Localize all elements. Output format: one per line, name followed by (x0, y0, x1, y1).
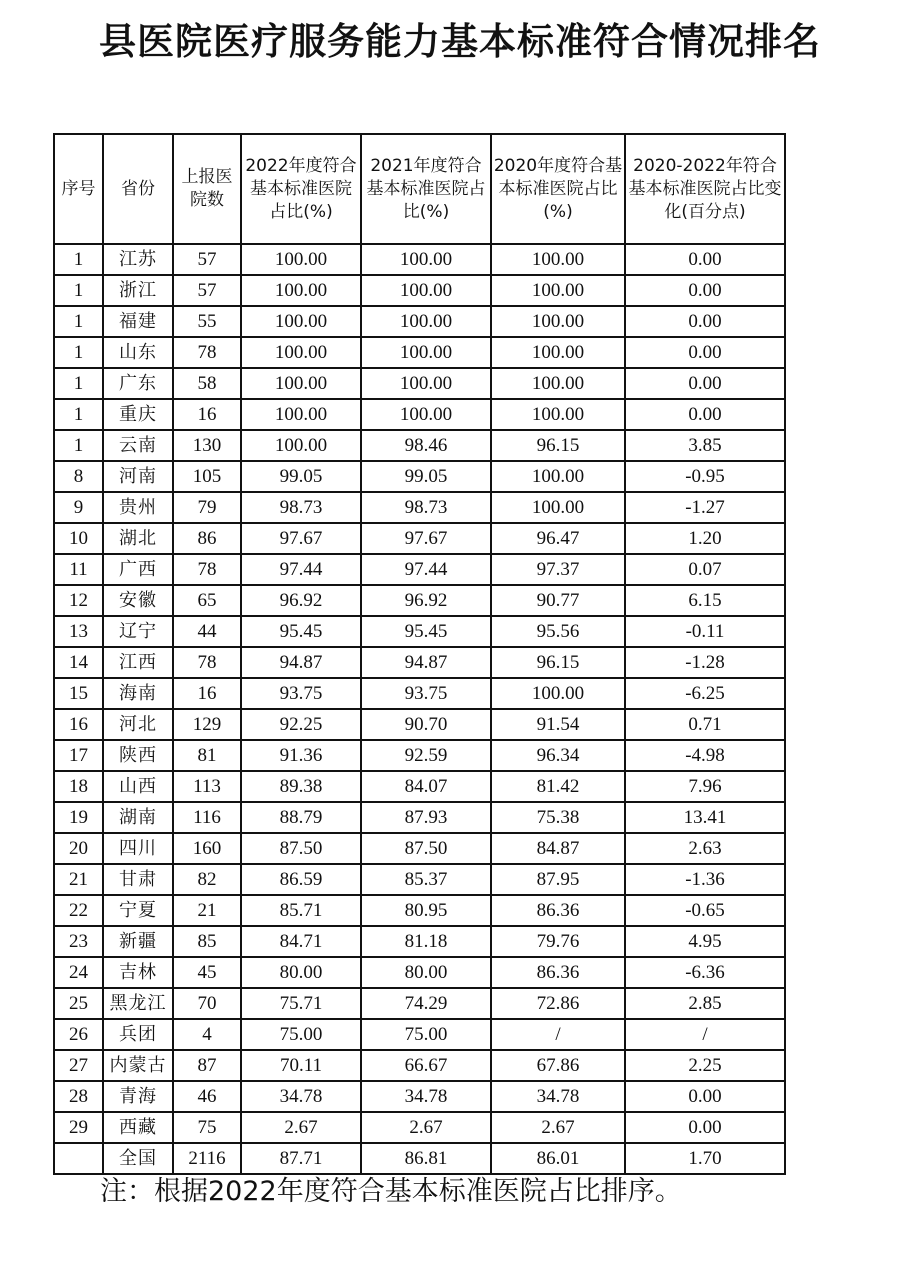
change-cell: 2.63 (625, 833, 785, 864)
table-row (54, 275, 785, 306)
province-cell: 湖南 (103, 802, 173, 833)
ratio-2020-cell: 96.34 (491, 740, 625, 771)
reported-count-cell: 45 (173, 957, 241, 988)
ratio-2020-cell: 90.77 (491, 585, 625, 616)
ratio-2022-cell: 97.44 (241, 554, 361, 585)
table-row (54, 709, 785, 740)
ratio-2021-cell: 87.93 (361, 802, 491, 833)
ratio-2020-cell: 75.38 (491, 802, 625, 833)
rank-cell: 1 (54, 275, 103, 306)
ratio-2022-cell: 2.67 (241, 1112, 361, 1143)
ratio-2021-cell: 96.92 (361, 585, 491, 616)
ratio-2021-cell: 97.67 (361, 523, 491, 554)
header-2022-ratio: 2022年度符合基本标准医院占比(%) (241, 134, 361, 244)
rank-cell: 27 (54, 1050, 103, 1081)
change-cell: -0.11 (625, 616, 785, 647)
ratio-2022-cell: 95.45 (241, 616, 361, 647)
change-cell: 1.20 (625, 523, 785, 554)
ratio-2021-cell: 2.67 (361, 1112, 491, 1143)
province-cell: 新疆 (103, 926, 173, 957)
change-cell: -0.95 (625, 461, 785, 492)
ratio-2020-cell: 72.86 (491, 988, 625, 1019)
change-cell: 0.00 (625, 399, 785, 430)
change-cell: -1.28 (625, 647, 785, 678)
reported-count-cell: 130 (173, 430, 241, 461)
table-header-row (54, 134, 785, 244)
ratio-2021-cell: 100.00 (361, 306, 491, 337)
ratio-2020-cell: 96.15 (491, 647, 625, 678)
ratio-2022-cell: 92.25 (241, 709, 361, 740)
table-row (54, 895, 785, 926)
province-cell: 重庆 (103, 399, 173, 430)
ratio-2021-cell: 80.95 (361, 895, 491, 926)
rank-cell: 16 (54, 709, 103, 740)
ratio-2021-cell: 100.00 (361, 244, 491, 275)
change-cell: 7.96 (625, 771, 785, 802)
reported-count-cell: 129 (173, 709, 241, 740)
rank-cell: 23 (54, 926, 103, 957)
ratio-2020-cell: 100.00 (491, 492, 625, 523)
header-rank: 序号 (54, 134, 103, 244)
ratio-2021-cell: 84.07 (361, 771, 491, 802)
reported-count-cell: 65 (173, 585, 241, 616)
reported-count-cell: 86 (173, 523, 241, 554)
province-cell: 湖北 (103, 523, 173, 554)
rank-cell: 26 (54, 1019, 103, 1050)
rank-cell: 18 (54, 771, 103, 802)
ratio-2022-cell: 100.00 (241, 430, 361, 461)
ratio-2020-cell: 2.67 (491, 1112, 625, 1143)
table-row (54, 740, 785, 771)
rank-cell: 21 (54, 864, 103, 895)
ratio-2020-cell: / (491, 1019, 625, 1050)
ratio-2022-cell: 87.50 (241, 833, 361, 864)
ratio-2020-cell: 95.56 (491, 616, 625, 647)
ratio-2022-cell: 96.92 (241, 585, 361, 616)
ratio-2020-cell: 86.01 (491, 1143, 625, 1174)
ratio-2022-cell: 87.71 (241, 1143, 361, 1174)
change-cell: 0.00 (625, 275, 785, 306)
ratio-2021-cell: 34.78 (361, 1081, 491, 1112)
reported-count-cell: 57 (173, 244, 241, 275)
ratio-2022-cell: 94.87 (241, 647, 361, 678)
province-cell: 云南 (103, 430, 173, 461)
reported-count-cell: 79 (173, 492, 241, 523)
reported-count-cell: 58 (173, 368, 241, 399)
province-cell: 四川 (103, 833, 173, 864)
rank-cell: 25 (54, 988, 103, 1019)
ratio-2020-cell: 100.00 (491, 399, 625, 430)
ratio-2021-cell: 87.50 (361, 833, 491, 864)
province-cell: 全国 (103, 1143, 173, 1174)
change-cell: 0.00 (625, 337, 785, 368)
reported-count-cell: 78 (173, 554, 241, 585)
rank-cell: 1 (54, 430, 103, 461)
change-cell: / (625, 1019, 785, 1050)
table-row (54, 957, 785, 988)
change-cell: 6.15 (625, 585, 785, 616)
ratio-2021-cell: 100.00 (361, 399, 491, 430)
ratio-2022-cell: 100.00 (241, 306, 361, 337)
rank-cell: 1 (54, 337, 103, 368)
header-reported-count: 上报医院数 (173, 134, 241, 244)
reported-count-cell: 105 (173, 461, 241, 492)
change-cell: 2.85 (625, 988, 785, 1019)
change-cell: -6.25 (625, 678, 785, 709)
rank-cell: 19 (54, 802, 103, 833)
ratio-2022-cell: 97.67 (241, 523, 361, 554)
rank-cell: 28 (54, 1081, 103, 1112)
ratio-2022-cell: 100.00 (241, 244, 361, 275)
ratio-2020-cell: 79.76 (491, 926, 625, 957)
rank-cell: 20 (54, 833, 103, 864)
ratio-2022-cell: 85.71 (241, 895, 361, 926)
province-cell: 安徽 (103, 585, 173, 616)
reported-count-cell: 57 (173, 275, 241, 306)
reported-count-cell: 2116 (173, 1143, 241, 1174)
ratio-2020-cell: 67.86 (491, 1050, 625, 1081)
rank-cell: 1 (54, 244, 103, 275)
ratio-2021-cell: 81.18 (361, 926, 491, 957)
province-cell: 黑龙江 (103, 988, 173, 1019)
ratio-2020-cell: 34.78 (491, 1081, 625, 1112)
ratio-2020-cell: 86.36 (491, 957, 625, 988)
province-cell: 浙江 (103, 275, 173, 306)
ratio-2022-cell: 93.75 (241, 678, 361, 709)
ratio-2022-cell: 99.05 (241, 461, 361, 492)
ratio-2021-cell: 74.29 (361, 988, 491, 1019)
ratio-2022-cell: 100.00 (241, 368, 361, 399)
table-row (54, 492, 785, 523)
ratio-2020-cell: 96.47 (491, 523, 625, 554)
change-cell: -0.65 (625, 895, 785, 926)
reported-count-cell: 78 (173, 647, 241, 678)
change-cell: 13.41 (625, 802, 785, 833)
province-cell: 山东 (103, 337, 173, 368)
province-cell: 江苏 (103, 244, 173, 275)
ratio-2022-cell: 75.71 (241, 988, 361, 1019)
ratio-2021-cell: 100.00 (361, 368, 491, 399)
table-row (54, 1019, 785, 1050)
ratio-2020-cell: 96.15 (491, 430, 625, 461)
ratio-2021-cell: 92.59 (361, 740, 491, 771)
change-cell: -6.36 (625, 957, 785, 988)
ratio-2022-cell: 84.71 (241, 926, 361, 957)
ratio-2020-cell: 97.37 (491, 554, 625, 585)
reported-count-cell: 4 (173, 1019, 241, 1050)
ratio-2020-cell: 100.00 (491, 244, 625, 275)
ratio-2020-cell: 87.95 (491, 864, 625, 895)
province-cell: 西藏 (103, 1112, 173, 1143)
table-row (54, 988, 785, 1019)
footnote: 注：根据2022年度符合基本标准医院占比排序。 (100, 1176, 682, 1207)
province-cell: 河北 (103, 709, 173, 740)
rank-cell: 1 (54, 368, 103, 399)
province-cell: 广西 (103, 554, 173, 585)
province-cell: 海南 (103, 678, 173, 709)
change-cell: 0.00 (625, 1112, 785, 1143)
province-cell: 甘肃 (103, 864, 173, 895)
reported-count-cell: 82 (173, 864, 241, 895)
ratio-2021-cell: 80.00 (361, 957, 491, 988)
ratio-2021-cell: 95.45 (361, 616, 491, 647)
ratio-2021-cell: 98.46 (361, 430, 491, 461)
ratio-2021-cell: 66.67 (361, 1050, 491, 1081)
rank-cell: 24 (54, 957, 103, 988)
reported-count-cell: 87 (173, 1050, 241, 1081)
province-cell: 青海 (103, 1081, 173, 1112)
reported-count-cell: 55 (173, 306, 241, 337)
ratio-2020-cell: 100.00 (491, 368, 625, 399)
table-row (54, 523, 785, 554)
ratio-2020-cell: 91.54 (491, 709, 625, 740)
table-row (54, 399, 785, 430)
header-2021-ratio: 2021年度符合基本标准医院占比(%) (361, 134, 491, 244)
ratio-2020-cell: 100.00 (491, 337, 625, 368)
province-cell: 福建 (103, 306, 173, 337)
reported-count-cell: 16 (173, 399, 241, 430)
table-row (54, 926, 785, 957)
ratio-2022-cell: 86.59 (241, 864, 361, 895)
ratio-2021-cell: 86.81 (361, 1143, 491, 1174)
ratio-2022-cell: 89.38 (241, 771, 361, 802)
reported-count-cell: 46 (173, 1081, 241, 1112)
change-cell: -1.27 (625, 492, 785, 523)
ranking-table (53, 133, 786, 1175)
change-cell: 2.25 (625, 1050, 785, 1081)
table-row (54, 771, 785, 802)
province-cell: 兵团 (103, 1019, 173, 1050)
change-cell: -1.36 (625, 864, 785, 895)
province-cell: 江西 (103, 647, 173, 678)
province-cell: 辽宁 (103, 616, 173, 647)
table-row (54, 1112, 785, 1143)
ratio-2022-cell: 80.00 (241, 957, 361, 988)
rank-cell (54, 1143, 103, 1174)
ratio-2022-cell: 88.79 (241, 802, 361, 833)
table-row (54, 616, 785, 647)
change-cell: -4.98 (625, 740, 785, 771)
ratio-2022-cell: 100.00 (241, 275, 361, 306)
rank-cell: 1 (54, 306, 103, 337)
ratio-2020-cell: 100.00 (491, 275, 625, 306)
change-cell: 4.95 (625, 926, 785, 957)
reported-count-cell: 70 (173, 988, 241, 1019)
change-cell: 0.71 (625, 709, 785, 740)
ratio-2021-cell: 100.00 (361, 275, 491, 306)
ratio-2020-cell: 100.00 (491, 461, 625, 492)
ratio-2021-cell: 100.00 (361, 337, 491, 368)
reported-count-cell: 81 (173, 740, 241, 771)
reported-count-cell: 78 (173, 337, 241, 368)
province-cell: 山西 (103, 771, 173, 802)
ratio-2021-cell: 99.05 (361, 461, 491, 492)
rank-cell: 11 (54, 554, 103, 585)
province-cell: 内蒙古 (103, 1050, 173, 1081)
province-cell: 吉林 (103, 957, 173, 988)
table-row (54, 1081, 785, 1112)
ratio-2022-cell: 100.00 (241, 337, 361, 368)
change-cell: 0.00 (625, 244, 785, 275)
table-row (54, 244, 785, 275)
table-row (54, 1050, 785, 1081)
ratio-2021-cell: 97.44 (361, 554, 491, 585)
ratio-2020-cell: 86.36 (491, 895, 625, 926)
table-row (54, 461, 785, 492)
rank-cell: 22 (54, 895, 103, 926)
table-row (54, 1143, 785, 1174)
table-row (54, 430, 785, 461)
rank-cell: 9 (54, 492, 103, 523)
table-row (54, 647, 785, 678)
reported-count-cell: 113 (173, 771, 241, 802)
province-cell: 宁夏 (103, 895, 173, 926)
table-row (54, 368, 785, 399)
ratio-2020-cell: 100.00 (491, 678, 625, 709)
reported-count-cell: 160 (173, 833, 241, 864)
change-cell: 0.00 (625, 306, 785, 337)
province-cell: 贵州 (103, 492, 173, 523)
province-cell: 河南 (103, 461, 173, 492)
ratio-2022-cell: 98.73 (241, 492, 361, 523)
rank-cell: 14 (54, 647, 103, 678)
header-province: 省份 (103, 134, 173, 244)
ratio-2021-cell: 90.70 (361, 709, 491, 740)
rank-cell: 8 (54, 461, 103, 492)
ratio-2022-cell: 75.00 (241, 1019, 361, 1050)
ratio-2022-cell: 100.00 (241, 399, 361, 430)
province-cell: 陕西 (103, 740, 173, 771)
ratio-2020-cell: 81.42 (491, 771, 625, 802)
ratio-2021-cell: 85.37 (361, 864, 491, 895)
change-cell: 0.00 (625, 1081, 785, 1112)
ratio-2020-cell: 100.00 (491, 306, 625, 337)
rank-cell: 1 (54, 399, 103, 430)
table-row (54, 802, 785, 833)
reported-count-cell: 85 (173, 926, 241, 957)
rank-cell: 17 (54, 740, 103, 771)
ratio-2020-cell: 84.87 (491, 833, 625, 864)
header-2020-ratio: 2020年度符合基本标准医院占比(%) (491, 134, 625, 244)
change-cell: 0.07 (625, 554, 785, 585)
rank-cell: 29 (54, 1112, 103, 1143)
ratio-2022-cell: 91.36 (241, 740, 361, 771)
reported-count-cell: 75 (173, 1112, 241, 1143)
province-cell: 广东 (103, 368, 173, 399)
rank-cell: 12 (54, 585, 103, 616)
table-row (54, 833, 785, 864)
table-row (54, 678, 785, 709)
page-title: 县医院医疗服务能力基本标准符合情况排名 (99, 20, 821, 63)
table-row (54, 554, 785, 585)
reported-count-cell: 44 (173, 616, 241, 647)
table-row (54, 306, 785, 337)
reported-count-cell: 116 (173, 802, 241, 833)
table-row (54, 337, 785, 368)
ratio-2021-cell: 98.73 (361, 492, 491, 523)
ratio-2022-cell: 70.11 (241, 1050, 361, 1081)
change-cell: 3.85 (625, 430, 785, 461)
reported-count-cell: 21 (173, 895, 241, 926)
table-row (54, 585, 785, 616)
rank-cell: 15 (54, 678, 103, 709)
rank-cell: 13 (54, 616, 103, 647)
change-cell: 1.70 (625, 1143, 785, 1174)
ratio-2021-cell: 75.00 (361, 1019, 491, 1050)
rank-cell: 10 (54, 523, 103, 554)
ratio-2022-cell: 34.78 (241, 1081, 361, 1112)
header-change: 2020-2022年符合基本标准医院占比变化(百分点) (625, 134, 785, 244)
change-cell: 0.00 (625, 368, 785, 399)
ratio-2021-cell: 94.87 (361, 647, 491, 678)
reported-count-cell: 16 (173, 678, 241, 709)
ratio-2021-cell: 93.75 (361, 678, 491, 709)
table-row (54, 864, 785, 895)
